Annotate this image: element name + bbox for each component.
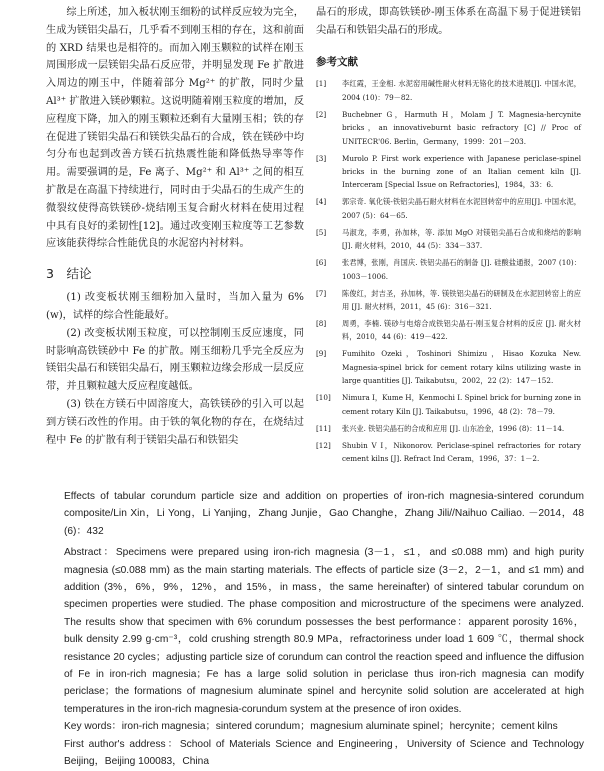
reference-item: [316, 195, 581, 222]
reference-item: [316, 152, 581, 192]
reference-text: 陈俊红，封吉圣，孙加林，等. 镁铁铝尖晶石的研制及在水泥回转窑上的应用 [J]. 耐火材料，2011，45 (6)：316－321.: [342, 288, 581, 312]
english-abstract: Abstract：Specimens were prepared using iron-rich magnesia (3－1，≤1，and ≤0.088 mm) and high purity magnesia (≤0.088 mm) as the main starting materials. The effects of particle size (3－2，2－1，and ≤1 mm) and addition (3%，6%，9%，12%，and 15%，in mass，the same hereinafter) of sintered tabular corundum on specimen properties were studied. The phase composition and microstructure of the specimens were analyzed. The results show that specimen with 6% corundum possesses the best performance：apparent porosity 16%，bulk density 2.99 g·cm⁻³，cold crushing strength 80.9 MPa，refractoriness under load 1 609 ℃，thermal shock resistance 20 cycles；adjusting particle size of corundum can control the reaction speed and influence the diffusion of Fe in iron-rich magnesia；Fe has a large solid solution in periclase thus iron-rich magnesia can modify periclase；the formations of magnesium aluminate spinel and hercynite solid solution are accelerated at high temperatures in the iron-rich magnesia-corundum system at the presence of iron oxides.: [64, 547, 584, 715]
reference-number: [6]: [316, 258, 327, 268]
reference-number: [8]: [316, 319, 327, 329]
reference-number: [10]: [316, 393, 331, 403]
reference-number: [7]: [316, 288, 327, 298]
reference-item: [316, 108, 581, 148]
reference-text: Fumihito Ozeki，Toshinori Shimizu，Hisao Kozuka New. Magnesia-spinel brick for cement rotary kilns utilizing waste in large quantities [J]. Taikabutsu，2002，22 (2)：147－152.: [342, 349, 581, 386]
reference-text: Murolo P. First work experience with Japanese periclase-spinel bricks in the burning zone of an Italian cement kiln [J]. Interceram [Special Issue on Refractories]，1984，33：6.: [342, 153, 581, 190]
reference-item: [316, 256, 581, 283]
reference-text: 张君博，张刚，肖国庆. 铁铝尖晶石的制备 [J]. 硅酸盐通报，2007 (10)：1003－1006.: [342, 258, 581, 281]
english-title-citation: Effects of tabular corundum particle size and addition on properties of iron-rich magnesia-sintered corundum composite/Lin Xin，Li Yong，Li Yanjing，Zhang Junjie，Gao Changhe，Zhang Jili//Naihuo Cailiao. －2014，48 (6)：432: [64, 491, 584, 537]
conclusion-item-3: (3) 铁在方镁石中固溶度大，高铁镁砂的引入可以起到方镁石改性的作用。由于铁的氧化物的存在，在烧结过程中 Fe 的扩散有利于镁铝尖晶石和铁铝尖: [46, 398, 304, 446]
reference-text: 郭宗奇. 氧化镁-铁铝尖晶石耐火材料在水泥回转窑中的应用[J]. 中国水泥，2007 (5)：64－65.: [342, 197, 581, 220]
reference-number: [3]: [316, 153, 327, 163]
reference-item: [316, 287, 581, 314]
conclusion-continuation: 晶石的形成，即高铁镁砂-刚玉体系在高温下易于促进镁铝尖晶石和铁铝尖晶石的形成。: [316, 7, 581, 36]
reference-list: [316, 77, 581, 465]
english-abstract-block: [64, 488, 584, 771]
reference-item: [316, 77, 581, 104]
reference-number: [11]: [316, 423, 331, 433]
reference-number: [4]: [316, 197, 327, 207]
left-column: [46, 4, 304, 449]
section-title-conclusion: 3 结论: [46, 266, 92, 282]
reference-text: Shubin V I，Nikonorov. Periclase-spinel refractories for rotary cement kilns [J]. Refract Ind Ceram，1996，37：1－2.: [342, 440, 581, 464]
reference-item: [316, 317, 581, 344]
english-keywords: Key words：iron-rich magnesia；sintered corundum；magnesium aluminate spinel；hercynite；cement kilns: [64, 721, 558, 733]
reference-number: [12]: [316, 440, 331, 450]
conclusion-item-2: (2) 改变板状刚玉粒度，可以控制刚玉反应速度，同时影响高铁镁砂中 Fe 的扩散。刚玉细粉几乎完全反应为镁铝尖晶石和镁铝尖晶石，刚玉颗粒边缘会形成一层反应带，并且颗粒越大反应程度越低。: [46, 327, 304, 393]
reference-text: Nimura I，Kume H，Kenmochi I. Spinel brick for burning zone in cement rotary Kiln [J]. Taikabutsu，1996，48 (2)：78－79.: [342, 393, 581, 416]
reference-item: [316, 347, 581, 387]
conclusion-item-1: (1) 改变板状刚玉细粉加入量时，当加入量为 6% (w)，试样的综合性能最好。: [46, 292, 304, 321]
reference-text: 李红霞，王金相. 水泥窑用碱性耐火材料无铬化的技术进展[J]. 中国水泥，2004 (10)：79－82.: [342, 79, 581, 102]
reference-item: [316, 439, 581, 466]
right-column: [316, 4, 581, 469]
reference-item: [316, 226, 581, 253]
reference-item: [316, 422, 581, 435]
first-author-address: First author's address：School of Materials Science and Engineering，University of Science and Technology Beijing，Beijing 100083，China: [64, 738, 584, 768]
reference-text: 周勇，李楠. 镁砂与电熔合成铁铝尖晶石-刚玉复合材料的反应 [J]. 耐火材料，2010，44 (6)：419－422.: [342, 319, 581, 342]
reference-text: Buchebner G，Harmuth H，Molam J T. Magnesia-hercynite bricks，an innovativeburnt basic refractory [C] // Proc of UNITECR'06. Berlin，Germany，1999：201－203.: [342, 109, 581, 146]
references-heading: 参考文献: [316, 55, 358, 68]
reference-text: 马淑龙，李勇，孙加林，等. 添加 MgO 对镁铝尖晶石合成和烧结的影响[J]. 耐火材料，2010，44 (5)：334－337.: [342, 227, 581, 251]
reference-number: [2]: [316, 109, 327, 119]
reference-number: [9]: [316, 349, 327, 359]
reference-number: [1]: [316, 79, 327, 89]
discussion-paragraph: 综上所述，加入板状刚玉细粉的试样反应较为完全，生成为镁铝尖晶石，几乎看不到刚玉相的存在，这和前面的 XRD 结果也是相符的。而加入刚玉颗粒的试样在刚玉周围形成一层镁铝尖晶石反应带，并明显发现 Fe 扩散进入周边的刚玉中，伴随着部分 Mg²⁺ 的扩散，同时少量 Al³⁺ 扩散进入镁砂颗粒。这说明随着刚玉粒度的增加，反应程度下降，加入的刚玉颗粒还剩有大量刚玉相；铁的存在促进了镁铝尖晶石和镁铁尖晶石的合成，铁在镁砂中均匀分布也起到改善方镁石抗热震性能和降低热导率等作用。需要强调的是，Fe 离子、Mg²⁺ 和 Al³⁺ 之间的相互扩散是在高温下持续进行，同时由于尖晶石的生成产生的微裂纹使得高铁镁砂-烧结刚玉复合耐火材料在使用过程中具有良好的柔韧性[12]。通过改变刚玉粒度等工艺参数应该能获得综合性能优良的水泥窑内衬材料。: [46, 7, 304, 250]
reference-number: [5]: [316, 227, 327, 237]
reference-item: [316, 391, 581, 418]
reference-text: 张兴业. 铁铝尖晶石的合成和应用 [J]. 山东冶金，1996 (8)：11－14.: [342, 423, 565, 433]
